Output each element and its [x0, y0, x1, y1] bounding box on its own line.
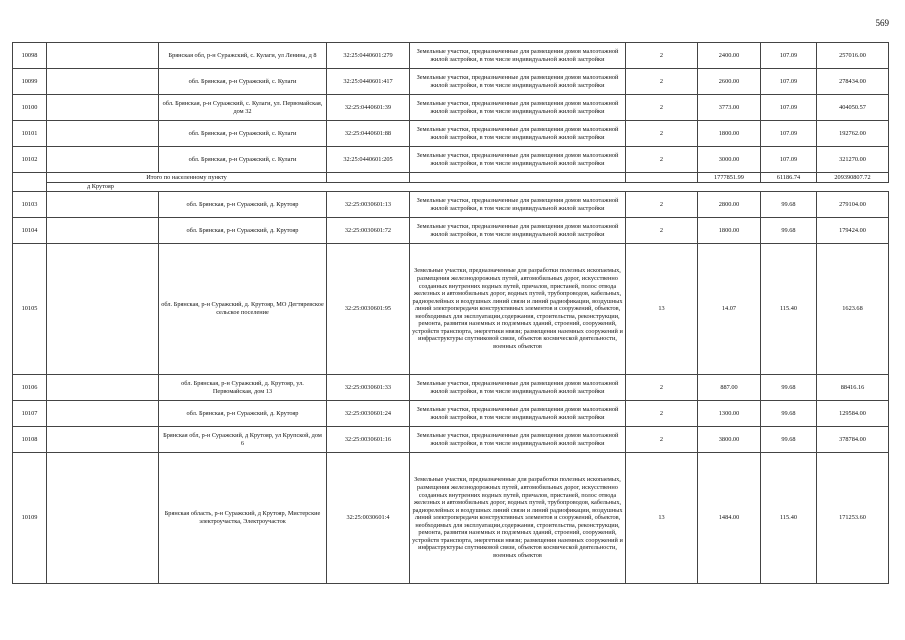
- row-number: 10106: [13, 375, 47, 401]
- specific-value-cell: 99.68: [761, 218, 817, 244]
- page-number: 569: [875, 18, 889, 28]
- specific-value-cell: 115.40: [761, 244, 817, 375]
- group-cell: 2: [626, 69, 698, 95]
- row-number: 10102: [13, 147, 47, 173]
- empty-cell: [47, 192, 159, 218]
- group-cell: 2: [626, 401, 698, 427]
- group-cell: 2: [626, 192, 698, 218]
- table-row: [13, 95, 889, 121]
- empty-cell: [47, 453, 159, 584]
- group-cell: 13: [626, 453, 698, 584]
- address-cell: Брянская область, р-н Суражский, д Крутояр, Мистерские электроучастка, Электроучасток: [159, 453, 327, 584]
- area-cell: 2400.00: [698, 43, 761, 69]
- land-use-cell: Земельные участки, предназначенные для размещения домов малоэтажной жилой застройки, в том числе индивидуальной жилой застройки: [410, 401, 626, 427]
- cadastral-number-cell: 32:25:0030601:24: [327, 401, 410, 427]
- table-row: [13, 427, 889, 453]
- area-cell: 887.00: [698, 375, 761, 401]
- specific-value-cell: 107.09: [761, 69, 817, 95]
- cadastral-number-cell: 32:25:0440601:88: [327, 121, 410, 147]
- empty-cell: [47, 218, 159, 244]
- area-cell: 3800.00: [698, 427, 761, 453]
- empty-cell: [47, 121, 159, 147]
- total-empty-land-use: [410, 173, 626, 183]
- cadastral-number-cell: 32:25:0440601:279: [327, 43, 410, 69]
- rows-before-total: [13, 43, 889, 173]
- cadastral-value-cell: 192762.00: [817, 121, 889, 147]
- row-number: 10108: [13, 427, 47, 453]
- cadastral-value-table: [12, 42, 889, 584]
- empty-cell: [47, 69, 159, 95]
- specific-value-cell: 99.68: [761, 192, 817, 218]
- land-use-cell: Земельные участки, предназначенные для размещения домов малоэтажной жилой застройки, в том числе индивидуальной жилой застройки: [410, 218, 626, 244]
- rows-after-total: [13, 192, 889, 584]
- land-use-cell: Земельные участки, предназначенные для разработки полезных ископаемых, размещения железнодорожных путей, автомобильных дорог, искусственно созданных внутренних водных путей, причалов, пристаней, полос отвода железных и автомобильных дорог, водных путей, трубопроводов, кабельных, радиорелейных и воздушных линий связи и линий радиофикации, воздушных линий электропередачи конструктивных элементов и сооружений, объектов, необходимых для эксплуатации,содержания, строительства, реконструкции, ремонта, развития наземных и подземных зданий, строений, сооружений, устройств транспорта, энергетики нвязи; размещения наземных сооружений и инфраструктуры спутниковой связи, объектов космической деятельности, военных объектов: [410, 453, 626, 584]
- total-empty-cadastral: [327, 173, 410, 183]
- cadastral-number-cell: 32:25:0030601:13: [327, 192, 410, 218]
- cadastral-value-cell: 257016.00: [817, 43, 889, 69]
- row-number: 10109: [13, 453, 47, 584]
- place-empty-num: [13, 183, 47, 192]
- row-number: 10099: [13, 69, 47, 95]
- table-row: [13, 453, 889, 584]
- cadastral-number-cell: 32:25:0440601:417: [327, 69, 410, 95]
- land-use-cell: Земельные участки, предназначенные для размещения домов малоэтажной жилой застройки, в том числе индивидуальной жилой застройки: [410, 69, 626, 95]
- specific-value-cell: 115.40: [761, 453, 817, 584]
- row-number: 10098: [13, 43, 47, 69]
- area-cell: 3773.00: [698, 95, 761, 121]
- land-use-cell: Земельные участки, предназначенные для размещения домов малоэтажной жилой застройки, в том числе индивидуальной жилой застройки: [410, 121, 626, 147]
- cadastral-value-cell: 321270.00: [817, 147, 889, 173]
- cadastral-value-cell: 88416.16: [817, 375, 889, 401]
- total-empty-group: [626, 173, 698, 183]
- land-use-cell: Земельные участки, предназначенные для размещения домов малоэтажной жилой застройки, в том числе индивидуальной жилой застройки: [410, 43, 626, 69]
- land-use-cell: Земельные участки, предназначенные для размещения домов малоэтажной жилой застройки, в том числе индивидуальной жилой застройки: [410, 192, 626, 218]
- empty-cell: [47, 43, 159, 69]
- address-cell: обл. Брянская, р-н Суражский, с. Кулаги, ул. Первомайская, дом 32: [159, 95, 327, 121]
- cadastral-number-cell: 32:25:0440601:39: [327, 95, 410, 121]
- address-cell: обл. Брянская, р-н Суражский, д. Крутояр: [159, 401, 327, 427]
- area-cell: 2800.00: [698, 192, 761, 218]
- address-cell: Брянская обл, р-н Суражский, д Крутояр, ул Крупской, дом 6: [159, 427, 327, 453]
- specific-value-cell: 99.68: [761, 401, 817, 427]
- table-row: [13, 121, 889, 147]
- empty-cell: [47, 427, 159, 453]
- land-use-cell: Земельные участки, предназначенные для размещения домов малоэтажной жилой застройки, в том числе индивидуальной жилой застройки: [410, 147, 626, 173]
- table-row: [13, 401, 889, 427]
- empty-cell: [47, 95, 159, 121]
- group-cell: 2: [626, 147, 698, 173]
- specific-value-cell: 99.68: [761, 375, 817, 401]
- empty-cell: [47, 375, 159, 401]
- row-number: 10103: [13, 192, 47, 218]
- address-cell: обл. Брянская, р-н Суражский, с. Кулаги: [159, 147, 327, 173]
- land-use-cell: Земельные участки, предназначенные для размещения домов малоэтажной жилой застройки, в том числе индивидуальной жилой застройки: [410, 375, 626, 401]
- cadastral-value-cell: 171253.60: [817, 453, 889, 584]
- empty-cell: [47, 147, 159, 173]
- cadastral-value-cell: 279104.00: [817, 192, 889, 218]
- row-number: 10101: [13, 121, 47, 147]
- cadastral-value-cell: 378784.00: [817, 427, 889, 453]
- place-header-row: [13, 183, 889, 192]
- area-cell: 1800.00: [698, 121, 761, 147]
- table-row: [13, 147, 889, 173]
- row-number: 10107: [13, 401, 47, 427]
- empty-cell: [47, 401, 159, 427]
- table-row: [13, 218, 889, 244]
- empty-cell: [47, 244, 159, 375]
- group-cell: 2: [626, 121, 698, 147]
- table-row: [13, 192, 889, 218]
- group-cell: 13: [626, 244, 698, 375]
- cadastral-number-cell: 32:25:0030601:16: [327, 427, 410, 453]
- area-cell: 3000.00: [698, 147, 761, 173]
- specific-value-cell: 107.09: [761, 147, 817, 173]
- total-value: 209390807.72: [817, 173, 889, 183]
- table-row: [13, 69, 889, 95]
- address-cell: обл. Брянская, р-н Суражский, д. Крутояр: [159, 218, 327, 244]
- area-cell: 1800.00: [698, 218, 761, 244]
- table-row: [13, 43, 889, 69]
- group-cell: 2: [626, 95, 698, 121]
- area-cell: 1300.00: [698, 401, 761, 427]
- row-number: 10100: [13, 95, 47, 121]
- specific-value-cell: 107.09: [761, 43, 817, 69]
- area-cell: 1484.00: [698, 453, 761, 584]
- group-cell: 2: [626, 43, 698, 69]
- address-cell: обл. Брянская, р-н Суражский, с. Кулаги: [159, 121, 327, 147]
- cadastral-value-cell: 278434.00: [817, 69, 889, 95]
- address-cell: обл. Брянская, р-н Суражский, д. Крутояр, МО Дегтяревское сельское поселение: [159, 244, 327, 375]
- table-row: [13, 244, 889, 375]
- specific-value-cell: 107.09: [761, 121, 817, 147]
- cadastral-number-cell: 32:25:0030601:95: [327, 244, 410, 375]
- address-cell: обл. Брянская, р-н Суражский, д. Крутояр, ул. Первомайская, дом 13: [159, 375, 327, 401]
- cadastral-number-cell: 32:25:0440601:205: [327, 147, 410, 173]
- row-number: 10105: [13, 244, 47, 375]
- row-number: 10104: [13, 218, 47, 244]
- total-ucs: 61186.74: [761, 173, 817, 183]
- cadastral-value-cell: 1623.68: [817, 244, 889, 375]
- address-cell: Брянская обл, р-н Суражский, с. Кулаги, ул Ленина, д 8: [159, 43, 327, 69]
- place-name: д Крутояр: [47, 183, 889, 192]
- area-cell: 14.07: [698, 244, 761, 375]
- address-cell: обл. Брянская, р-н Суражский, с. Кулаги: [159, 69, 327, 95]
- cadastral-number-cell: 32:25:0030601:72: [327, 218, 410, 244]
- land-use-cell: Земельные участки, предназначенные для размещения домов малоэтажной жилой застройки, в том числе индивидуальной жилой застройки: [410, 427, 626, 453]
- group-cell: 2: [626, 427, 698, 453]
- address-cell: обл. Брянская, р-н Суражский, д. Крутояр: [159, 192, 327, 218]
- table-row: [13, 375, 889, 401]
- cadastral-number-cell: 32:25:0030601:33: [327, 375, 410, 401]
- group-cell: 2: [626, 218, 698, 244]
- total-row: [13, 173, 889, 183]
- cadastral-value-cell: 404050.57: [817, 95, 889, 121]
- cadastral-value-cell: 129584.00: [817, 401, 889, 427]
- cadastral-number-cell: 32:25:0030601:4: [327, 453, 410, 584]
- land-use-cell: Земельные участки, предназначенные для разработки полезных ископаемых, размещения железнодорожных путей, автомобильных дорог, искусственно созданных внутренних водных путей, причалов, пристаней, полос отвода железных и автомобильных дорог, водных путей, трубопроводов, кабельных, радиорелейных и воздушных линий связи и линий радиофикации, воздушных линий электропередачи конструктивных элементов и сооружений, объектов, необходимых для эксплуатации,содержания, строительства, реконструкции, ремонта, развития наземных и подземных зданий, строений, сооружений, устройств транспорта, энергетики нвязи; размещения наземных сооружений и инфраструктуры спутниковой связи, объектов космической деятельности, военных объектов: [410, 244, 626, 375]
- specific-value-cell: 99.68: [761, 427, 817, 453]
- total-area: 1777851.99: [698, 173, 761, 183]
- total-empty-num: [13, 173, 47, 183]
- cadastral-value-cell: 179424.00: [817, 218, 889, 244]
- specific-value-cell: 107.09: [761, 95, 817, 121]
- group-cell: 2: [626, 375, 698, 401]
- land-use-cell: Земельные участки, предназначенные для размещения домов малоэтажной жилой застройки, в том числе индивидуальной жилой застройки: [410, 95, 626, 121]
- total-label: Итого по населенному пункту: [47, 173, 327, 183]
- area-cell: 2600.00: [698, 69, 761, 95]
